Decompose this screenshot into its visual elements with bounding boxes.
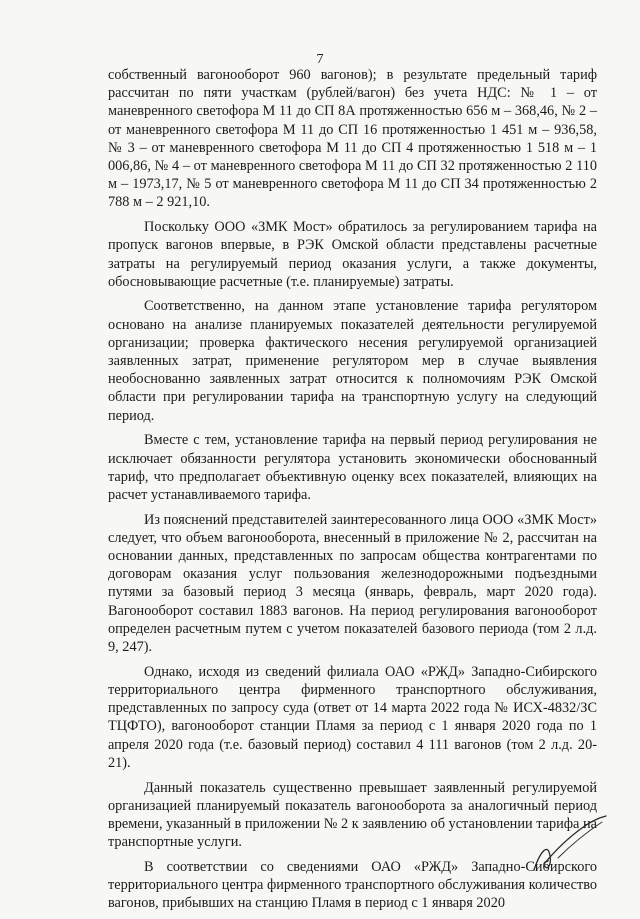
page-number: 7	[316, 52, 324, 67]
paragraph-wagons-arrived: В соответствии со сведениями ОАО «РЖД» Западно-Сибирского территориального центра фирменного транспортного обслуживания количество вагонов, прибывших на станцию Пламя в период с 1 января 2020	[108, 858, 597, 912]
paragraph-planned-indicators: Соответственно, на данном этапе установление тарифа регулятором основано на анализе планируемых показателей деятельности регулируемой организации; проверка фактического несения регулируемой организацией заявленных затрат, применение регулятором мер в случае выявления необоснованно заявленных затрат относится к полномочиям РЭК Омской области при регулировании тарифа на транспортную услугу на следующий период.	[108, 298, 597, 424]
document-body	[108, 66, 597, 919]
paragraph-rzd-data: Однако, исходя из сведений филиала ОАО «РЖД» Западно-Сибирского территориального центра фирменного транспортного обслуживания, представленных по запросу суда (ответ от 14 марта 2022 года № ИСХ-4832/ЗС ТЦФТО), вагонооборот станции Пламя за период с 1 января 2020 года по 1 апреля 2020 года (т.е. базовый период) составил 4 111 вагонов (том 2 л.д. 20-21).	[108, 663, 597, 771]
paragraph-continuation: собственный вагонооборот 960 вагонов); в результате предельный тариф рассчитан по пяти участкам (рублей/вагон) без учета НДС: № 1 – от маневренного светофора М 11 до СП 8А протяженностью 656 м – 368,46, № 2 – от маневренного светофора М 11 до СП 16 протяженностью 1 451 м – 936,58, № 3 – от маневренного светофора М 11 до СП 4 протяженностью 1 518 м – 1 006,86, № 4 – от маневренного светофора М 11 до СП 32 протяженностью 2 110 м – 1973,17, № 5 от маневренного светофора М 11 до СП 34 протяженностью 2 788 м – 2 921,10.	[108, 67, 597, 211]
paragraph-first-regulation: Поскольку ООО «ЗМК Мост» обратилось за регулированием тарифа на пропуск вагонов впервые, в РЭК Омской области представлены расчетные затраты на регулируемый период оказания услуги, а также документы, обосновывающие расчетные (т.е. планируемые) затраты.	[108, 219, 597, 290]
handwritten-signature	[528, 812, 612, 876]
paragraph-explanations: Из пояснений представителей заинтересованного лица ООО «ЗМК Мост» следует, что объем вагонооборота, внесенный в приложение № 2, рассчитан на основании данных, представленных по запросам общества контрагентами по договорам оказания услуг пользования железнодорожными подъездными путями за базовый период 3 месяца (январь, февраль, март 2020 года). Вагонооборот составил 1883 вагонов. На период регулирования вагонооборот определен расчетным путем с учетом показателей базового периода (том 2 л.д. 9, 247).	[108, 511, 597, 656]
paragraph-indicator-exceeds: Данный показатель существенно превышает заявленный регулируемой организацией планируемый показатель вагонооборота за аналогичный период времени, указанный в приложении № 2 к заявлению об установлении тарифа на транспортные услуги.	[108, 779, 597, 851]
paragraph-regulator-duty: Вместе с тем, установление тарифа на первый период регулирования не исключает обязанности регулятора установить экономически обоснованный тариф, что предполагает объективную оценку всех показателей, влияющих на расчет устанавливаемого тарифа.	[108, 432, 597, 503]
